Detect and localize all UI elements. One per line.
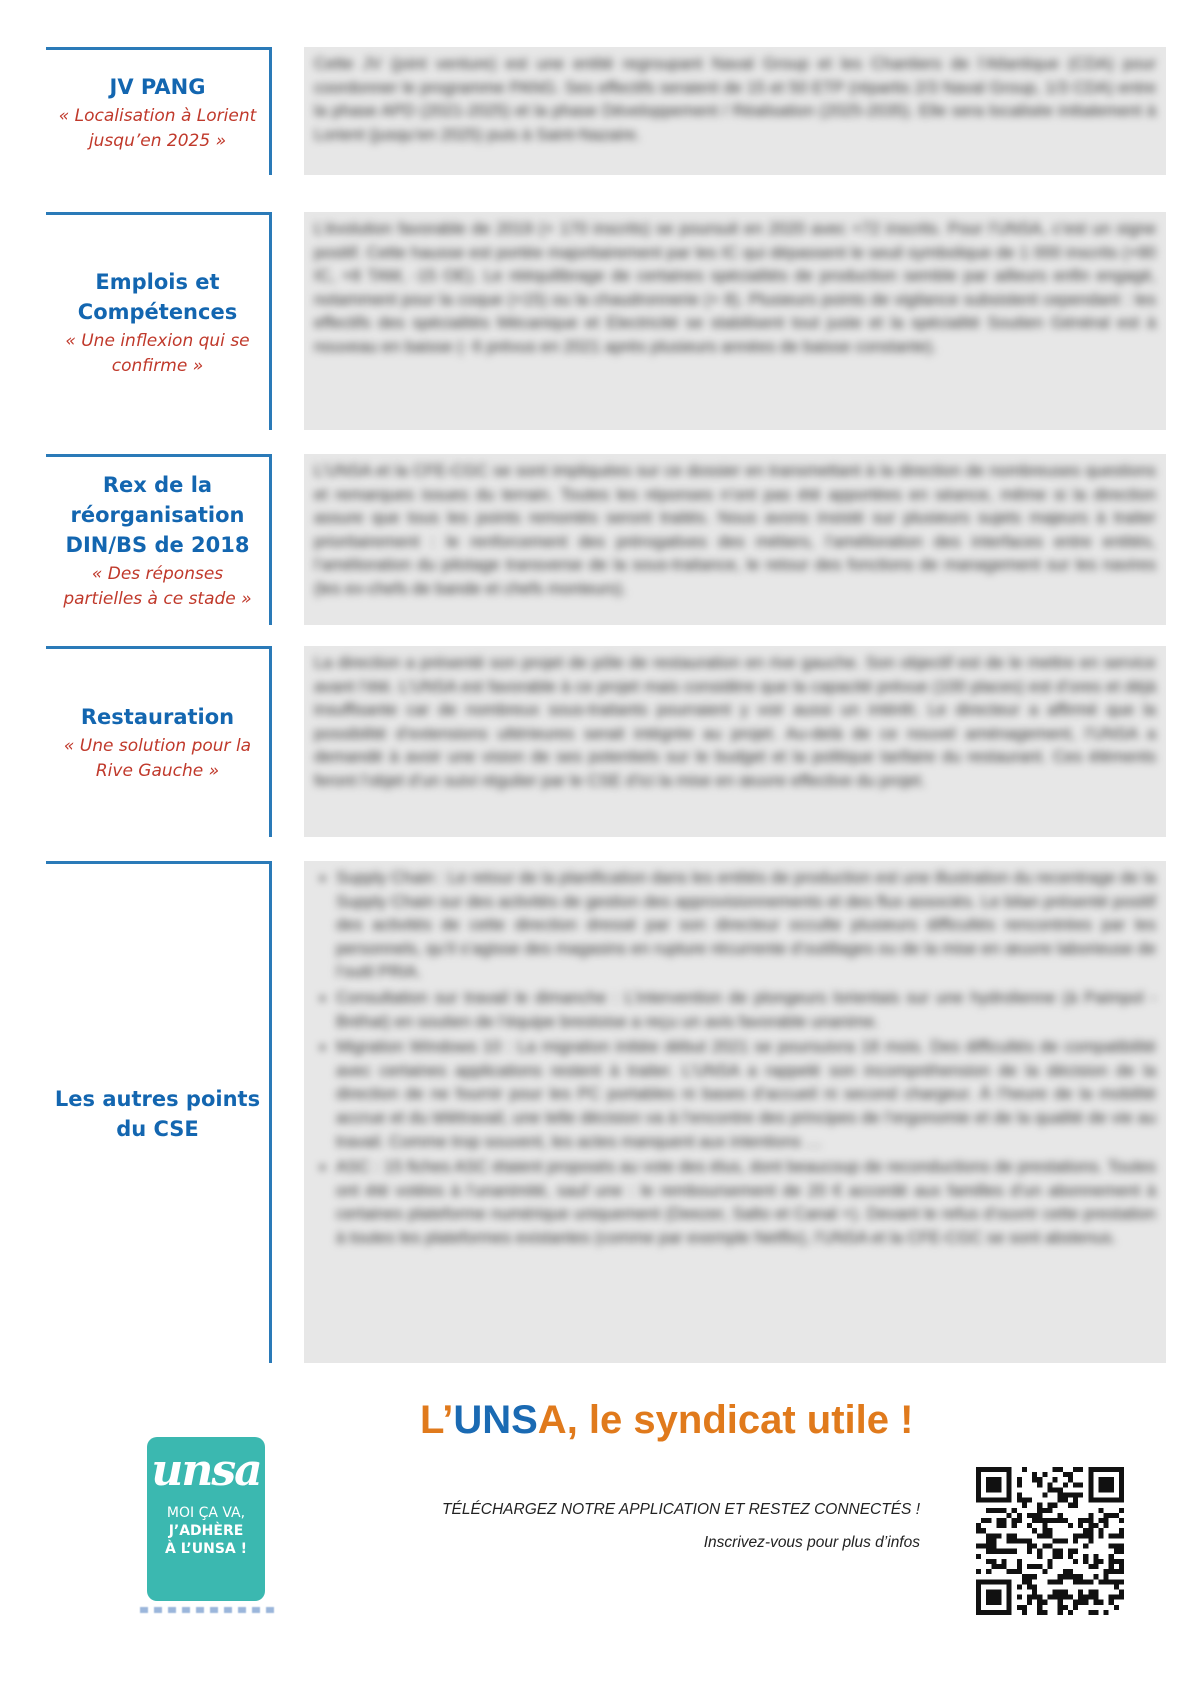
- qr-code-icon[interactable]: [976, 1467, 1124, 1615]
- unsa-logo-mark: unsa: [151, 1445, 261, 1496]
- section-content-box: [304, 861, 1166, 1363]
- app-signup-text: Inscrivez-vous pour plus d’infos: [703, 1534, 920, 1551]
- logo-tagline: [147, 1504, 265, 1558]
- section-subtitle: « Une inflexion qui se confirme »: [65, 330, 250, 376]
- section-content-box: [304, 454, 1166, 625]
- section-jv-pang: [46, 47, 1166, 175]
- logo-line: À L’UNSA !: [165, 1541, 247, 1557]
- social-links: [140, 1607, 275, 1613]
- section-text: Cette JV (joint venture) est une entité regroupant Naval Group et les Chantiers de l’Atlantique (CDA) pour coordonner le programme PANG. Ses effectifs seraient de 15 et 50 ETP (répartis 2/3 Naval Group, 1/3 CDA) entre la phase APD (2021-2025) et la phase Développement / Réalisation (2025-2035). Elle sera localisée initialement à Lorient (jusqu’en 2025) puis à Saint-Nazaire.: [314, 55, 1156, 144]
- section-autres-points: [46, 861, 1166, 1363]
- slogan-part: A: [537, 1398, 567, 1442]
- list-item: • Consultation sur travail le dimanche : L’intervention de plongeurs lorientais sur une hydrolienne (à Paimpol - Bréhat) en soutien de l’équipe brestoise a reçu un avis favorable unanime.: [336, 987, 1156, 1034]
- section-title: Les autres points du CSE: [54, 1086, 261, 1141]
- section-rex: [46, 454, 1166, 625]
- slogan: [420, 1398, 1040, 1443]
- section-subtitle: « Des réponses partielles à ce stade »: [63, 564, 252, 609]
- section-text: L’UNSA et la CFE-CGC se sont impliquées sur ce dossier en transmettant à la direction de nombreuses questions et remarques issues du terrain. Toutes les réponses n’ont pas été apportées en séance, même si la direction assure que tous les points remontés seront traités. Nous avons insisté sur plusieurs sujets majeurs à traiter prioritairement : le renforcement des prérogatives des métiers, l’amélioration des interfaces entre entités, l’amélioration du pilotage transverse de la sous-traitance, le retour des fonctions de management sur les navires (les ex-chefs de bande et chefs monteurs).: [314, 462, 1156, 598]
- section-subtitle: « Localisation à Lorient jusqu’en 2025 »: [58, 105, 257, 151]
- section-header: [46, 454, 272, 625]
- app-download-text: TÉLÉCHARGEZ NOTRE APPLICATION ET RESTEZ CONNECTÉS !: [442, 1501, 920, 1518]
- section-content-box: [304, 212, 1166, 430]
- logo-line: MOI ÇA VA,: [166, 1505, 246, 1521]
- section-header: [46, 212, 272, 430]
- unsa-logo: [147, 1437, 265, 1601]
- section-text: La direction a présenté son projet de pôle de restauration en rive gauche. Son objectif est de le mettre en service avant l’été. L’UNSA est favorable à ce projet mais considère que la capacité prévue (100 places) est d’ores et déjà insuffisante car de nombreux sous-traitants pourraient y voir aussi un intérêt. Le directeur a affirmé que la possibilité d’extensions ultérieures serait intégrée au projet. Au-delà de ce nouvel aménagement, l’UNSA a demandé à avoir une vision de ses potentiels sur le budget et la politique tarifaire du restaurant. Ces éléments feront l’objet d’un suivi régulier par le CSE d’ici la mise en œuvre effective du projet.: [314, 654, 1156, 790]
- section-text: L’évolution favorable de 2019 (+ 170 inscrits) se poursuit en 2020 avec +72 inscrits. Pour l’UNSA, c’est un signe positif. Cette hausse est portée majoritairement par les IC qui dépassent le seuil symbolique de 1 000 inscrits (+90 IC, +8 TAM, -15 OE). Le rééquilibrage de certaines spécialités de production semble par ailleurs enfin engagé, notamment pour la coque (+15) ou la chaudronnerie (+ 8). Plusieurs points de vigilance subsistent cependant : les effectifs des spécialités Mécanique et Electricité se stabilisent tout juste et la spécialité Soutien Général est à nouveau en baisse (- 6 prévus en 2021 après plusieurs années de baisse constante).: [314, 220, 1156, 356]
- section-header: [46, 861, 272, 1363]
- section-title: Rex de la réorganisation DIN/BS de 2018: [65, 473, 250, 557]
- section-title: Emplois et Compétences: [77, 269, 238, 324]
- list-item: • Migration Windows 10 : La migration initiée début 2021 se poursuivra 18 mois. Des difficultés de compatibilité avec certaines applications restent à traiter. L’UNSA a rappelé son incompréhension de la décision de la direction de ne fournir pour les PC portables ni bases d’accueil ni second chargeur. À l’heure de la mobilité accrue et du télétravail, une telle décision va à l’encontre des principes de l’ergonomie et de la qualité de vie au travail. Comme trop souvent, les actes manquent aux intentions …: [336, 1036, 1156, 1154]
- section-title: Restauration: [80, 705, 235, 729]
- section-restauration: [46, 646, 1166, 837]
- list-item: • ASC : 15 fiches ASC étaient proposés au vote des élus, dont beaucoup de reconductions de prestations. Toutes ont été votées à l’unanimité, sauf une : le remboursement de 20 € accordé aux familles d’un abonnement à certaines plateforme numérique uniquement (Deezer, Salto et Canal +). Devant le refus d’ouvrir cette prestation à toutes les plateformes existantes (comme par exemple Netflix), l’UNSA et la CFE-CGC se sont abstenus.: [336, 1156, 1156, 1250]
- slogan-part: , le syndicat utile !: [566, 1398, 914, 1442]
- section-title: JV PANG: [109, 74, 206, 99]
- slogan-part: UNS: [453, 1398, 538, 1442]
- section-header: [46, 47, 272, 175]
- section-header: [46, 646, 272, 837]
- section-subtitle: « Une solution pour la Rive Gauche »: [63, 736, 252, 781]
- section-content-box: [304, 646, 1166, 837]
- section-emplois: [46, 212, 1166, 430]
- section-content-box: [304, 47, 1166, 175]
- logo-line: J’ADHÈRE: [168, 1523, 244, 1539]
- slogan-part: L’: [420, 1398, 454, 1442]
- list-item: • Supply Chain : Le retour de la planification dans les entités de production est une illustration du recentrage de la Supply Chain sur des activités de gestion des approvisionnements et des flux associés. Le bilan présenté positif des activités de cette direction dressé par son directeur occulte plusieurs difficultés rencontrées par les personnels, qu’il s’agisse des magasins en rupture récurrente d’outillages ou de la mise en œuvre laborieuse de l’outil PRIA.: [336, 867, 1156, 985]
- section-bullets: [314, 867, 1156, 1251]
